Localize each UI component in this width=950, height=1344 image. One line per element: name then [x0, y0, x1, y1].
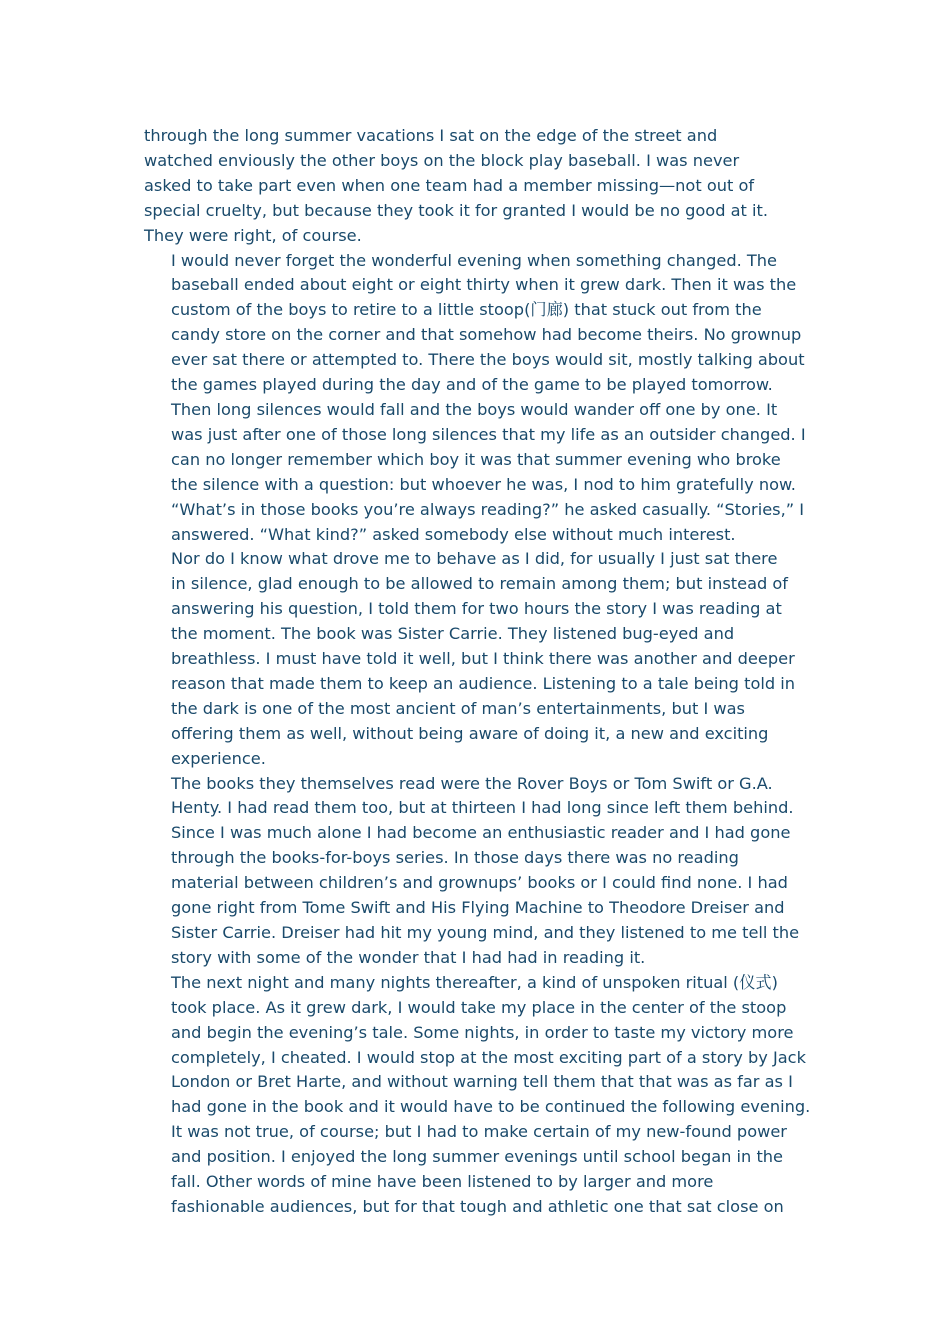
text-line: was just after one of those long silences that my life as an outsider changed. I	[171, 424, 806, 444]
text-line: material between children’s and grownups’ books or I could find none. I had	[171, 873, 788, 893]
text-line: breathless. I must have told it well, but I think there was another and deeper	[171, 649, 795, 669]
text-line: and position. I enjoyed the long summer evenings until school began in the	[171, 1147, 784, 1167]
text-line: answered. “What kind?” asked somebody else without much interest.	[171, 524, 736, 544]
text-line: gone right from Tome Swift and His Flying Machine to Theodore Dreiser and	[171, 898, 785, 918]
paragraph-3	[144, 547, 810, 771]
text-line: and begin the evening’s tale. Some nights, in order to taste my victory more	[171, 1022, 794, 1042]
text-line: special cruelty, but because they took it for granted I would be no good at it.	[144, 200, 769, 220]
text-line: offering them as well, without being aware of doing it, a new and exciting	[171, 723, 769, 743]
paragraph-4	[144, 772, 810, 971]
text-line: I would never forget the wonderful evening when something changed. The	[171, 250, 777, 270]
paragraph-5	[144, 971, 810, 1220]
text-line: The next night and many nights thereafter, a kind of unspoken ritual (仪式)	[171, 972, 778, 992]
text-line: through the long summer vacations I sat on the edge of the street and	[144, 126, 718, 145]
text-line: had gone in the book and it would have to be continued the following evening.	[171, 1097, 811, 1117]
text-line: baseball ended about eight or eight thirty when it grew dark. Then it was the	[171, 275, 797, 295]
text-line: through the books-for-boys series. In those days there was no reading	[171, 848, 739, 868]
text-line: Nor do I know what drove me to behave as I did, for usually I just sat there	[171, 549, 778, 569]
text-line: completely, I cheated. I would stop at the most exciting part of a story by Jack	[171, 1047, 806, 1067]
text-line: They were right, of course.	[144, 225, 362, 245]
text-line: It was not true, of course; but I had to make certain of my new-found power	[171, 1122, 787, 1142]
text-line: asked to take part even when one team had a member missing—not out of	[144, 175, 755, 195]
text-line: took place. As it grew dark, I would take my place in the center of the stoop	[171, 997, 787, 1017]
text-line: answering his question, I told them for two hours the story I was reading at	[171, 599, 782, 619]
paragraph-1	[144, 124, 810, 249]
text-line: fall. Other words of mine have been listened to by larger and more	[171, 1172, 714, 1192]
text-line: experience.	[171, 748, 266, 768]
text-line: The books they themselves read were the Rover Boys or Tom Swift or G.A.	[171, 773, 773, 793]
text-line: candy store on the corner and that somehow had become theirs. No grownup	[171, 325, 802, 345]
text-line: can no longer remember which boy it was that summer evening who broke	[171, 449, 781, 469]
text-line: Then long silences would fall and the boys would wander off one by one. It	[171, 399, 778, 419]
document-page	[144, 124, 810, 1220]
text-line: the games played during the day and of the game to be played tomorrow.	[171, 375, 773, 395]
text-line: the silence with a question: but whoever he was, I nod to him gratefully now.	[171, 474, 796, 494]
text-line: Henty. I had read them too, but at thirteen I had long since left them behind.	[171, 798, 794, 818]
text-line: fashionable audiences, but for that tough and athletic one that sat close on	[171, 1196, 784, 1216]
text-line: the dark is one of the most ancient of man’s entertainments, but I was	[171, 698, 745, 718]
text-line: ever sat there or attempted to. There the boys would sit, mostly talking about	[171, 350, 805, 370]
text-line: the moment. The book was Sister Carrie. They listened bug-eyed and	[171, 624, 735, 644]
text-line: Since I was much alone I had become an enthusiastic reader and I had gone	[171, 823, 791, 843]
text-line: “What’s in those books you’re always reading?” he asked casually. “Stories,” I	[171, 499, 805, 519]
text-line: custom of the boys to retire to a little stoop(门廊) that stuck out from the	[171, 300, 762, 320]
text-line: story with some of the wonder that I had had in reading it.	[171, 947, 646, 967]
text-line: watched enviously the other boys on the block play baseball. I was never	[144, 150, 740, 170]
text-line: Sister Carrie. Dreiser had hit my young mind, and they listened to me tell the	[171, 923, 800, 942]
text-line: in silence, glad enough to be allowed to remain among them; but instead of	[171, 574, 789, 594]
text-line: reason that made them to keep an audience. Listening to a tale being told in	[171, 673, 796, 693]
paragraph-2	[144, 249, 810, 548]
text-line: London or Bret Harte, and without warning tell them that that was as far as I	[171, 1072, 793, 1092]
